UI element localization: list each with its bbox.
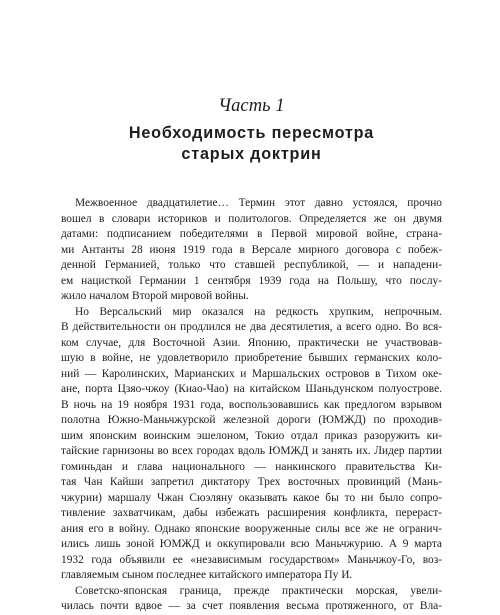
text-line: гоминьдан и глава национального — нанкинского правительства Ки-	[61, 460, 442, 473]
text-line: тайские гарнизоны во всех городах вдоль ЮМЖД и занять их. Лидер партии	[61, 445, 442, 457]
text-line: тая Чан Кайши запретил диктатору Трех восточных провинций (Мань-	[61, 476, 442, 488]
text-line: ний — Каролинских, Марианских и Маршальских островов в Тихом оке-	[61, 367, 442, 380]
text-line: чжурии) маршалу Чжан Сюэляну оказывать какое бы то ни было сопро-	[61, 491, 442, 504]
paragraph	[61, 584, 442, 615]
text-line: шую в войне, не удовлетворило приобретение бывших германских коло-	[61, 352, 442, 364]
text-line: ания его в войну. Однако японские вооруженные силы все же не огранич-	[61, 522, 442, 535]
text-line: ми Антанты 28 июня 1919 года в Версале мирного договора с побеж-	[61, 243, 442, 256]
text-line: жило началом Второй мировой войны.	[61, 290, 249, 302]
text-line: Но Версальский мир оказался на редкость хрупким, непрочным.	[75, 305, 442, 318]
text-line: чилась почти вдвое — за счет появления весьма протяженного, от Вла-	[61, 600, 442, 612]
paragraph	[61, 196, 442, 305]
text-line: датами: подписанием победителями в Первой мировой войне, страна-	[61, 228, 442, 240]
text-line: ились лишь зоной ЮМЖД и оккупировали всю Маньчжурию. А 9 марта	[61, 538, 442, 550]
text-line: вошел в словари историков и политологов. Определяется же он двумя	[61, 212, 442, 225]
paragraph	[61, 305, 442, 584]
text-line: ем нацисткой Германии 1 сентября 1939 года на Польшу, что послу-	[61, 274, 442, 287]
text-line: Советско-японская граница, прежде практически морская, увели-	[75, 584, 442, 597]
text-line: В ночь на 19 ноября 1931 года, воспользовавшись как предлогом взрывом	[61, 398, 442, 411]
chapter-title	[61, 123, 442, 165]
text-line: тивление захватчикам, дабы избежать расширения конфликта, перераст-	[61, 507, 442, 519]
text-line: В действительности он продлился не два десятилетия, а всего одно. Во вся-	[61, 321, 442, 333]
text-line: денной Германией, только что ставшей республикой, — и нападени-	[61, 259, 442, 271]
text-line: 1932 года объявили ее «независимым государством» Маньчжоу-Го, воз-	[61, 553, 442, 566]
body-text	[61, 196, 442, 615]
text-line: полотна Южно-Маньчжурской железной дороги (ЮМЖД) по проходив-	[61, 414, 442, 426]
text-line: ане, порта Цзяо-чжоу (Киао-Чао) на китайском Шаньдунском полуострове.	[61, 383, 442, 395]
part-heading: Часть 1	[218, 96, 285, 116]
text-line: Межвоенное двадцатилетие… Термин этот давно устоялся, прочно	[75, 197, 442, 209]
chapter-title-line: старых доктрин	[181, 145, 322, 163]
text-line: шим японским воинским эшелоном, Токио отдал приказ разоружить ки-	[61, 429, 442, 442]
chapter-title-line: Необходимость пересмотра	[128, 124, 375, 142]
text-line: главляемым сыном последнее китайского императора Пу И.	[61, 569, 353, 581]
text-line: ком случае, для Восточной Азии. Японию, практически не участвовав-	[61, 336, 442, 349]
